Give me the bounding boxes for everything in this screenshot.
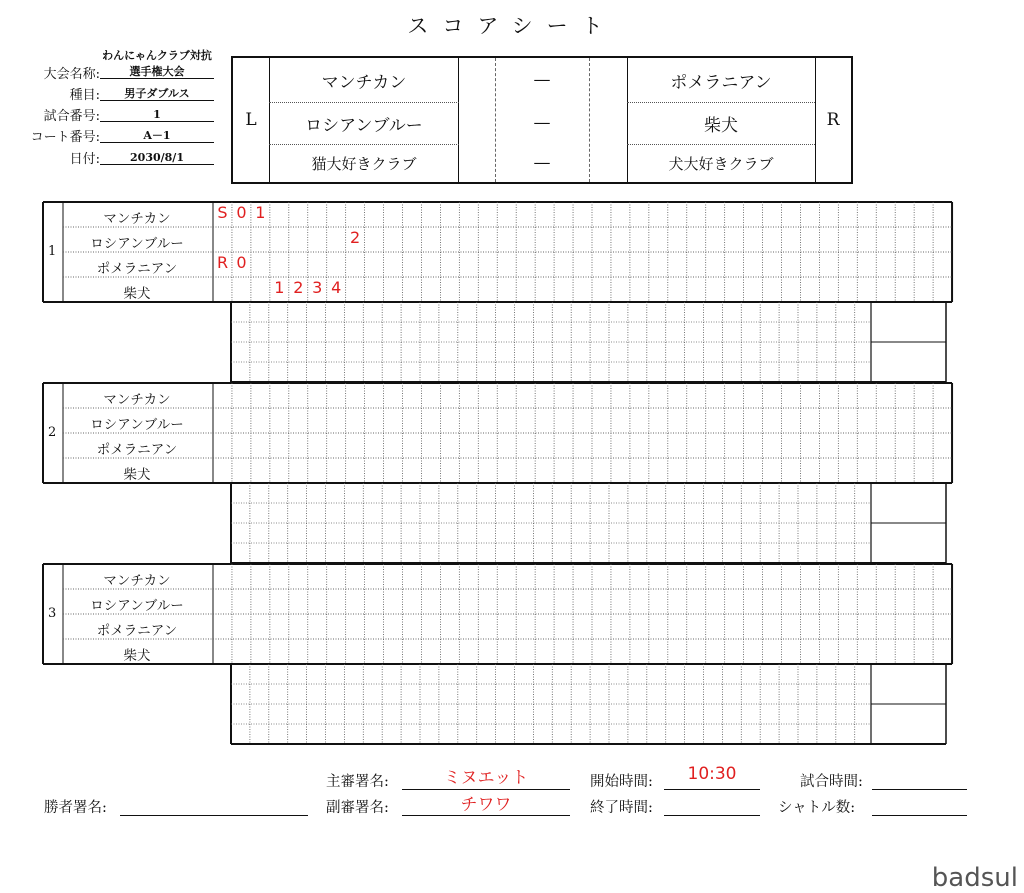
player-name: ロシアンブルー <box>90 598 184 614</box>
game-number: 3 <box>48 606 57 621</box>
game-number: 1 <box>48 244 57 259</box>
service-judge-line[interactable] <box>402 815 570 816</box>
player-name: マンチカン <box>103 573 171 589</box>
score-mark: 2 <box>350 228 361 247</box>
umpire-signature: ミヌエット <box>443 768 529 788</box>
score-mark: 4 <box>331 278 342 297</box>
date-value: 2030/8/1 <box>100 151 214 165</box>
match-number-label: 試合番号: <box>43 109 100 124</box>
service-judge-signature: チワワ <box>460 795 512 815</box>
tournament-name-line1: わんにゃんクラブ対抗 <box>102 49 212 62</box>
page-title: スコアシート <box>407 14 617 38</box>
right-player-2: 柴犬 <box>704 115 738 136</box>
game-number: 2 <box>48 425 57 440</box>
winner-line[interactable] <box>120 815 308 816</box>
match-number-value: 1 <box>100 108 214 122</box>
service-judge-label: 副審署名: <box>326 800 389 816</box>
player-name: ロシアンブルー <box>90 417 184 433</box>
score-mark: 2 <box>293 278 304 297</box>
player-name: ポメラニアン <box>96 261 178 277</box>
player-name: 柴犬 <box>123 467 151 483</box>
right-side-label: R <box>826 110 840 130</box>
start-time-line[interactable] <box>664 789 760 790</box>
event-value: 男子ダブルス <box>100 87 214 101</box>
score-dash-3: — <box>533 153 551 173</box>
shuttles-line[interactable] <box>872 815 967 816</box>
watermark: badsul <box>931 863 1018 893</box>
score-mark: S <box>217 203 228 222</box>
date-label: 日付: <box>69 152 100 167</box>
duration-line[interactable] <box>872 789 967 790</box>
right-club: 犬大好きクラブ <box>668 154 774 173</box>
score-mark: 1 <box>274 278 285 297</box>
player-name: ロシアンブルー <box>90 236 184 252</box>
winner-label: 勝者署名: <box>44 800 107 816</box>
left-side-label: L <box>245 110 257 130</box>
score-mark: 0 <box>236 203 247 222</box>
duration-label: 試合時間: <box>800 774 863 790</box>
player-name: ポメラニアン <box>96 442 178 458</box>
player-name: ポメラニアン <box>96 623 178 639</box>
umpire-label: 主審署名: <box>326 774 389 790</box>
end-time-label: 終了時間: <box>590 800 653 816</box>
left-player-1: マンチカン <box>321 72 407 93</box>
left-club: 猫大好きクラブ <box>311 154 417 173</box>
player-name: マンチカン <box>103 211 171 227</box>
score-mark: 0 <box>236 253 247 272</box>
left-player-2: ロシアンブルー <box>305 115 423 136</box>
score-mark: R <box>216 253 229 272</box>
score-dash-2: — <box>533 113 551 133</box>
score-dash-1: — <box>533 70 551 90</box>
shuttles-label: シャトル数: <box>778 800 856 816</box>
court-number-value: A－1 <box>100 129 214 143</box>
start-time-value: 10:30 <box>687 764 737 784</box>
end-time-line[interactable] <box>664 815 760 816</box>
score-mark: 3 <box>312 278 323 297</box>
right-player-1: ポメラニアン <box>670 72 772 93</box>
score-mark: 1 <box>255 203 266 222</box>
event-label: 種目: <box>69 88 100 103</box>
tournament-name-line2: 選手権大会 <box>100 65 214 79</box>
player-name: 柴犬 <box>123 648 151 664</box>
tournament-label: 大会名称: <box>43 67 100 82</box>
player-name: 柴犬 <box>123 286 151 302</box>
player-name: マンチカン <box>103 392 171 408</box>
court-number-label: コート番号: <box>30 130 100 145</box>
start-time-label: 開始時間: <box>590 774 653 790</box>
